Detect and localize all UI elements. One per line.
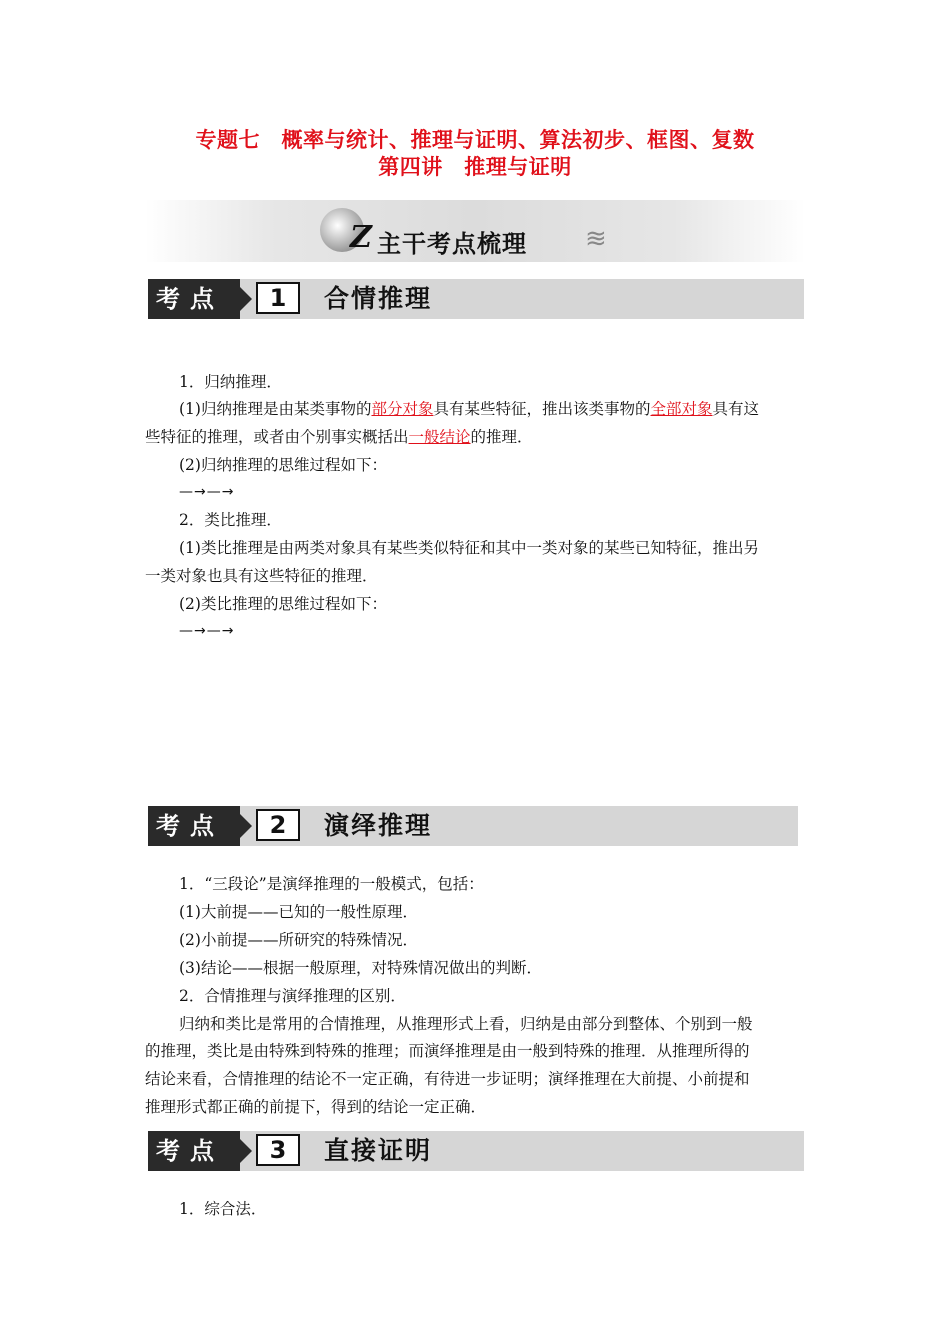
paragraph-line: 结论来看，合情推理的结论不一定正确，有待进一步证明；演绎推理在大前提、小前提和	[145, 1070, 750, 1088]
paragraph-line: 1．归纳推理．	[179, 373, 282, 391]
section-label: 考点	[148, 279, 240, 319]
paragraph-line: 2．类比推理．	[179, 511, 282, 529]
section-label: 考点	[148, 1131, 240, 1171]
paragraph-line: (1)类比推理是由两类对象具有某些类似特征和其中一类对象的某些已知特征，推出另	[179, 539, 759, 557]
paragraph-line: 归纳和类比是常用的合情推理，从推理形式上看，归纳是由部分到整体、个别到一般	[179, 1015, 753, 1033]
paragraph-line	[145, 427, 810, 447]
paragraph-line: (2)小前提——所研究的特殊情况．	[179, 931, 418, 949]
section-number: 3	[256, 1134, 300, 1166]
section-number: 1	[256, 282, 300, 314]
banner-letter: Z	[350, 220, 372, 255]
lecture-subtitle: 第四讲 推理与证明	[378, 155, 572, 179]
section-title: 合情推理	[324, 284, 433, 313]
arrow-right-icon	[240, 1139, 252, 1163]
paragraph-line	[145, 399, 844, 419]
document-title: 专题七 概率与统计、推理与证明、算法初步、框图、复数	[195, 128, 755, 152]
paragraph-line: (2)归纳推理的思维过程如下：	[179, 456, 387, 474]
key-term: 全部对象	[650, 400, 713, 418]
main-points-banner	[145, 200, 805, 262]
flow-arrows: —→—→	[179, 623, 235, 639]
section-number: 2	[256, 809, 300, 841]
arrow-right-icon	[240, 287, 252, 311]
text-span: 的推理．	[470, 428, 533, 446]
text-span: (1)归纳推理是由某类事物的	[179, 400, 372, 418]
paragraph-line: 1．综合法．	[179, 1200, 267, 1218]
section-header-3	[148, 1131, 804, 1171]
section-header-2	[148, 806, 798, 846]
paragraph-line: (2)类比推理的思维过程如下：	[179, 595, 387, 613]
text-span: 具有这	[712, 400, 760, 418]
banner-swirl-icon: ≋	[585, 224, 607, 254]
section-label: 考点	[148, 806, 240, 846]
key-term: 部分对象	[371, 400, 434, 418]
section-header-1	[148, 279, 804, 319]
text-span: 些特征的推理，或者由个别事实概括出	[145, 428, 409, 446]
flow-arrows: —→—→	[179, 484, 235, 500]
key-term: 一般结论	[408, 428, 471, 446]
paragraph-line: 一类对象也具有这些特征的推理．	[145, 567, 378, 585]
paragraph-line: (3)结论——根据一般原理，对特殊情况做出的判断．	[179, 959, 542, 977]
arrow-right-icon	[240, 814, 252, 838]
paragraph-line: 的推理，类比是由特殊到特殊的推理；而演绎推理是由一般到特殊的推理．从推理所得的	[145, 1042, 750, 1060]
section-title: 演绎推理	[324, 811, 433, 840]
paragraph-line: 1．“三段论”是演绎推理的一般模式，包括：	[179, 875, 484, 893]
text-span: 具有某些特征，推出该类事物的	[433, 400, 651, 418]
banner-title: 主干考点梳理	[377, 230, 527, 258]
paragraph-line: 2．合情推理与演绎推理的区别．	[179, 987, 406, 1005]
section-title: 直接证明	[324, 1136, 433, 1165]
paragraph-line: 推理形式都正确的前提下，得到的结论一定正确．	[145, 1098, 487, 1116]
paragraph-line: (1)大前提——已知的一般性原理．	[179, 903, 418, 921]
